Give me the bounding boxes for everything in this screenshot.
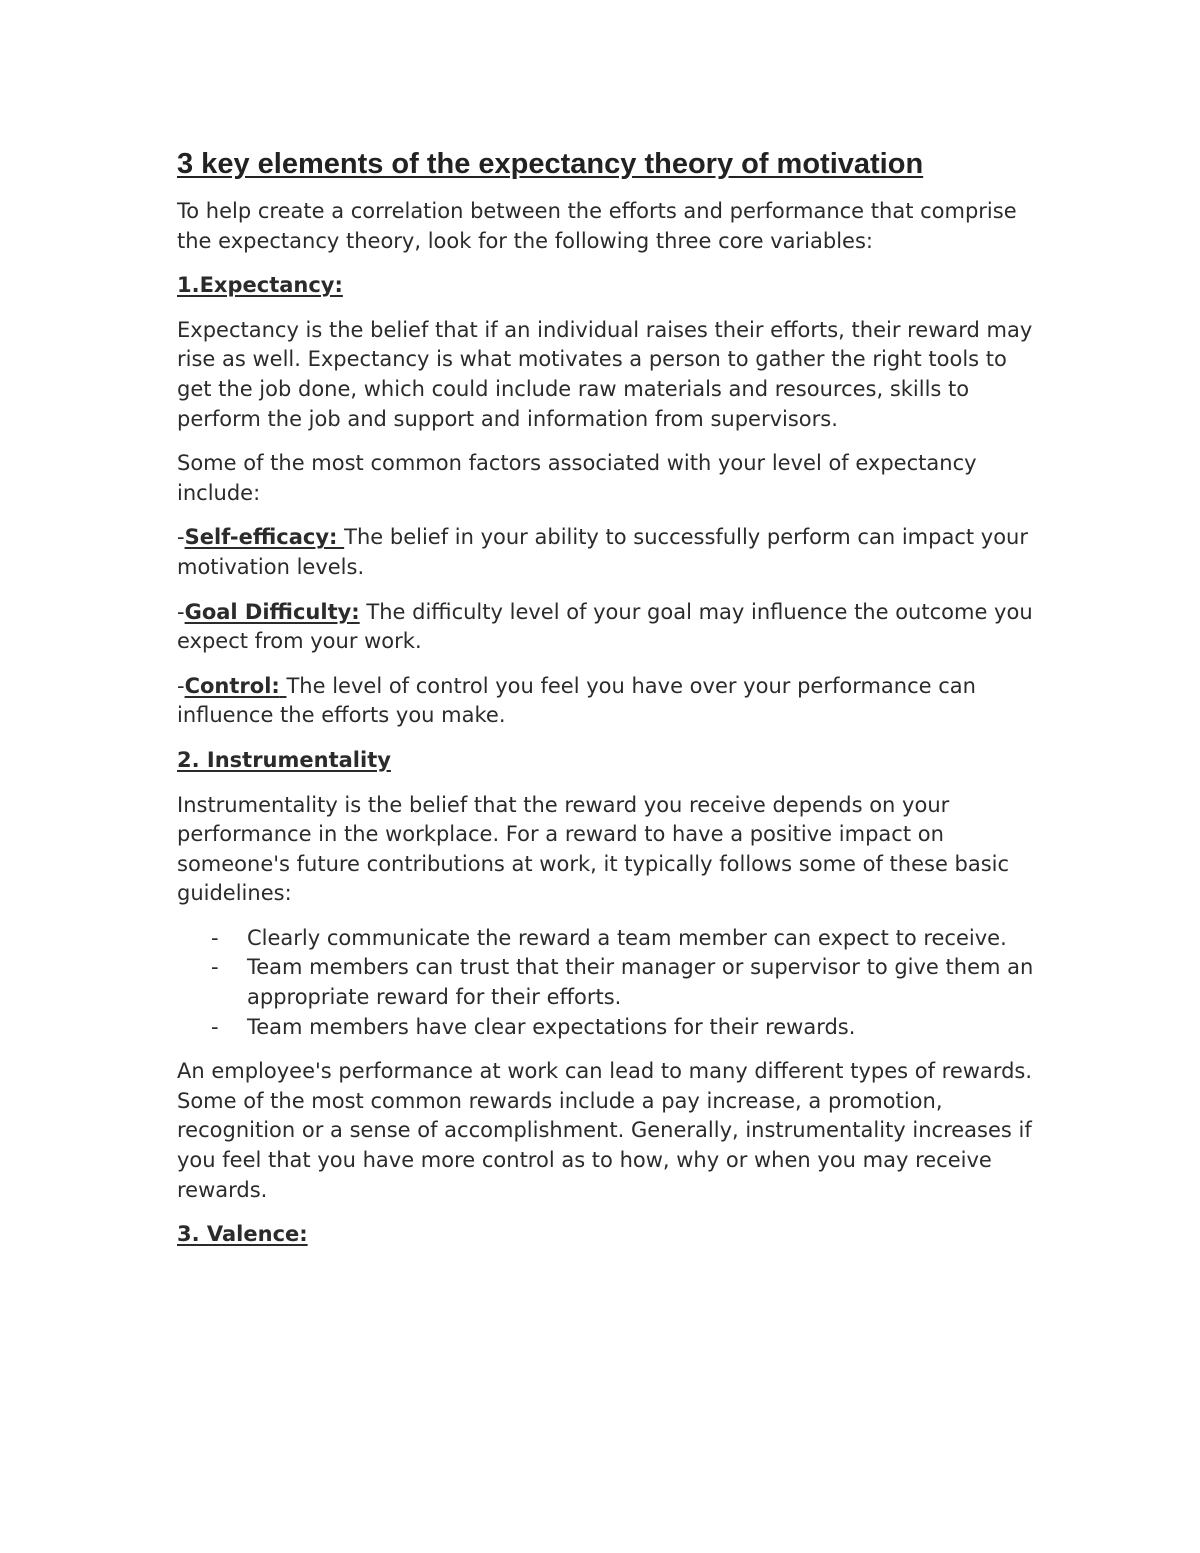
list-item-text: Team members have clear expectations for their rewards. xyxy=(247,1014,856,1039)
section-heading-instrumentality xyxy=(177,746,1037,776)
factor-term: Goal Difficulty: xyxy=(184,599,360,624)
factor-term: Self-efficacy: xyxy=(184,525,338,550)
guidelines-list xyxy=(177,924,1037,1042)
bullet-dash: - xyxy=(211,955,219,980)
factor-term: Control: xyxy=(184,673,280,698)
list-item-text: Team members can trust that their manager or supervisor to give them an appropriate reward for their efforts. xyxy=(247,955,1034,1010)
list-item xyxy=(177,953,1037,1012)
factor-prefix: - xyxy=(177,673,185,698)
factor-text: The belief in your ability to successfully perform can impact your motivation levels. xyxy=(177,525,1028,579)
heading-text: 1.Expectancy: xyxy=(177,273,343,298)
section-heading-expectancy xyxy=(177,271,1037,301)
expectancy-factors-intro: Some of the most common factors associated with your level of expectancy include: xyxy=(177,451,977,505)
expectancy-paragraph: Expectancy is the belief that if an individual raises their efforts, their reward may rise as well. Expectancy is what motivates a person to gather the right tools to get the job done, which could include raw materials and resources, skills to perform the job and support and information from supervisors. xyxy=(177,317,1033,431)
instrumentality-paragraph: Instrumentality is the belief that the reward you receive depends on your performance in the workplace. For a reward to have a positive impact on someone's future contributions at work, it typically follows some of these basic guidelines: xyxy=(177,792,1010,906)
document-page xyxy=(177,145,1037,1265)
heading-text: 3. Valence: xyxy=(177,1222,308,1247)
factor-control xyxy=(177,672,1037,731)
factor-prefix: - xyxy=(177,599,185,624)
list-item xyxy=(177,1013,1037,1043)
factor-text: The level of control you feel you have over your performance can influence the efforts you make. xyxy=(177,673,976,728)
factor-prefix: - xyxy=(177,525,185,550)
factor-text: The difficulty level of your goal may influence the outcome you expect from your work. xyxy=(177,599,1033,654)
factor-goal-difficulty xyxy=(177,598,1037,657)
bullet-dash: - xyxy=(211,925,219,950)
bullet-dash: - xyxy=(211,1014,219,1039)
document-title: 3 key elements of the expectancy theory of motivation xyxy=(177,148,924,180)
heading-text: 2. Instrumentality xyxy=(177,747,391,772)
list-item-text: Clearly communicate the reward a team member can expect to receive. xyxy=(247,925,1007,950)
intro-paragraph: To help create a correlation between the efforts and performance that comprise the expectancy theory, look for the following three core variables: xyxy=(177,199,1017,253)
factor-self-efficacy xyxy=(177,523,1037,582)
rewards-paragraph: An employee's performance at work can lead to many different types of rewards. Some of the most common rewards include a pay increase, a promotion, recognition or a sense of accomplishment. Generally, instrumentality increases if you feel that you have more control as to how, why or when you may receive rewards. xyxy=(177,1059,1033,1202)
list-item xyxy=(177,924,1037,954)
section-heading-valence xyxy=(177,1220,1037,1250)
